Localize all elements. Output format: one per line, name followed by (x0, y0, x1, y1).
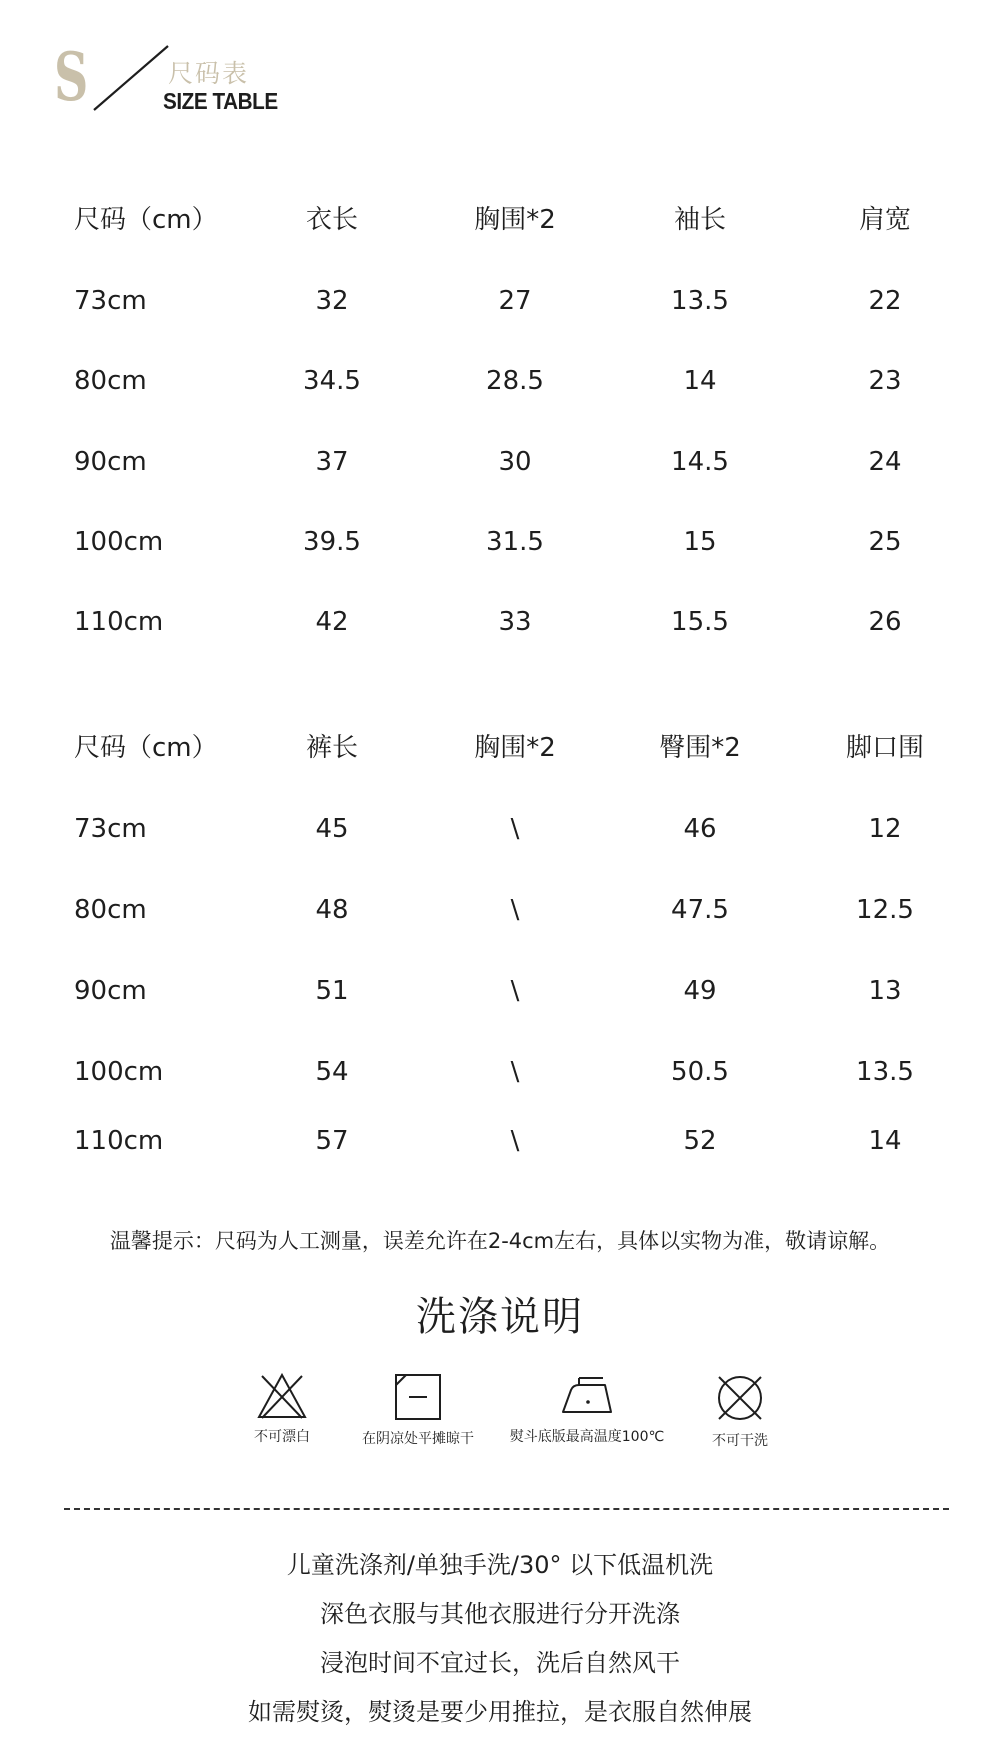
table-cell: 100cm (74, 1057, 164, 1087)
table-row (0, 442, 1000, 482)
table-row (0, 809, 1000, 849)
table-cell: 13.5 (856, 1057, 914, 1087)
table-cell: 28.5 (486, 366, 544, 396)
table-cell: 14 (868, 1126, 902, 1156)
table-cell: 32 (315, 286, 349, 316)
table-cell: 13.5 (671, 286, 729, 316)
no-bleach-icon (256, 1372, 308, 1420)
column-header: 肩宽 (858, 205, 911, 235)
column-header: 裤长 (305, 733, 358, 763)
table-cell: 14.5 (671, 447, 729, 477)
logo-letter: S (54, 38, 89, 116)
care-item-no-bleach (222, 1372, 342, 1446)
table-cell: 34.5 (303, 366, 361, 396)
table-cell: 110cm (74, 607, 164, 637)
title-en: SIZE TABLE (163, 88, 278, 114)
table-cell: 50.5 (671, 1057, 729, 1087)
title-cn: 尺码表 (168, 59, 250, 88)
instruction-line: 深色衣服与其他衣服进行分开洗涤 (320, 1600, 680, 1628)
table-cell: 49 (683, 976, 717, 1006)
table-row (0, 361, 1000, 401)
instruction-line: 如需熨烫，熨烫是要少用推拉，是衣服自然伸展 (248, 1698, 752, 1726)
table-row (0, 602, 1000, 642)
wash-title: 洗涤说明 (416, 1294, 584, 1340)
table-cell: 37 (315, 447, 349, 477)
table-row (0, 890, 1000, 930)
table-cell: 47.5 (671, 895, 729, 925)
column-header: 尺码（cm） (74, 205, 218, 235)
table-cell: 90cm (74, 447, 147, 477)
column-header: 胸围*2 (474, 733, 556, 763)
column-header: 臀围*2 (659, 733, 741, 763)
column-header: 尺码（cm） (74, 733, 218, 763)
table-cell: 14 (683, 366, 717, 396)
table-header-row (0, 200, 1000, 240)
table-cell: 39.5 (303, 527, 361, 557)
table-cell: 33 (498, 607, 532, 637)
care-item-iron (492, 1372, 682, 1446)
table-cell: \ (510, 814, 520, 844)
table-cell: 15.5 (671, 607, 729, 637)
table-cell: 52 (683, 1126, 717, 1156)
table-cell: 30 (498, 447, 532, 477)
care-icon-label: 不可干洗 (712, 1433, 768, 1449)
table-cell: 51 (315, 976, 349, 1006)
table-row (0, 1052, 1000, 1092)
table-row (0, 522, 1000, 562)
column-header: 脚口围 (845, 733, 924, 763)
table-cell: 26 (868, 607, 902, 637)
slash-decoration-icon (90, 44, 170, 112)
column-header: 胸围*2 (474, 205, 556, 235)
table-row (0, 971, 1000, 1011)
table-header-row (0, 728, 1000, 768)
table-cell: 23 (868, 366, 902, 396)
table-cell: 90cm (74, 976, 147, 1006)
table-cell: 80cm (74, 366, 147, 396)
table-cell: 57 (315, 1126, 349, 1156)
table-cell: 100cm (74, 527, 164, 557)
column-header: 衣长 (305, 205, 358, 235)
instruction-line: 儿童洗涤剂/单独手洗/30° 以下低温机洗 (286, 1551, 714, 1579)
table-row (0, 1121, 1000, 1161)
table-cell: 54 (315, 1057, 349, 1087)
table-cell: \ (510, 976, 520, 1006)
table-cell: \ (510, 1057, 520, 1087)
care-item-dry-flat-shade (338, 1372, 498, 1448)
table-cell: 45 (315, 814, 349, 844)
table-cell: 42 (315, 607, 349, 637)
table-cell: 73cm (74, 286, 147, 316)
dashed-divider (64, 1508, 949, 1510)
table-cell: 13 (868, 976, 902, 1006)
table-cell: 110cm (74, 1126, 164, 1156)
no-dry-clean-icon (714, 1372, 766, 1424)
care-icon-label: 熨斗底版最高温度100℃ (509, 1429, 665, 1445)
column-header: 袖长 (673, 205, 726, 235)
table-cell: 12.5 (856, 895, 914, 925)
measurement-notice: 温馨提示：尺码为人工测量，误差允许在2-4cm左右，具体以实物为准，敬请谅解。 (109, 1229, 891, 1253)
instruction-line: 浸泡时间不宜过长，洗后自然风干 (320, 1649, 680, 1677)
iron-icon (559, 1372, 615, 1420)
table-cell: 46 (683, 814, 717, 844)
table-cell: 15 (683, 527, 717, 557)
table-cell: 80cm (74, 895, 147, 925)
table-cell: 24 (868, 447, 902, 477)
table-cell: 48 (315, 895, 349, 925)
care-icon-label: 不可漂白 (254, 1429, 310, 1445)
size-table-header (0, 0, 1000, 130)
table-cell: 31.5 (486, 527, 544, 557)
care-icon-label: 在阴凉处平摊晾干 (362, 1431, 474, 1447)
table-cell: \ (510, 1126, 520, 1156)
table-cell: \ (510, 895, 520, 925)
table-cell: 27 (498, 286, 532, 316)
dry-flat-shade-icon (393, 1372, 443, 1422)
care-item-no-dry-clean (680, 1372, 800, 1450)
table-cell: 73cm (74, 814, 147, 844)
table-cell: 25 (868, 527, 902, 557)
table-cell: 22 (868, 286, 902, 316)
table-row (0, 281, 1000, 321)
table-cell: 12 (868, 814, 902, 844)
